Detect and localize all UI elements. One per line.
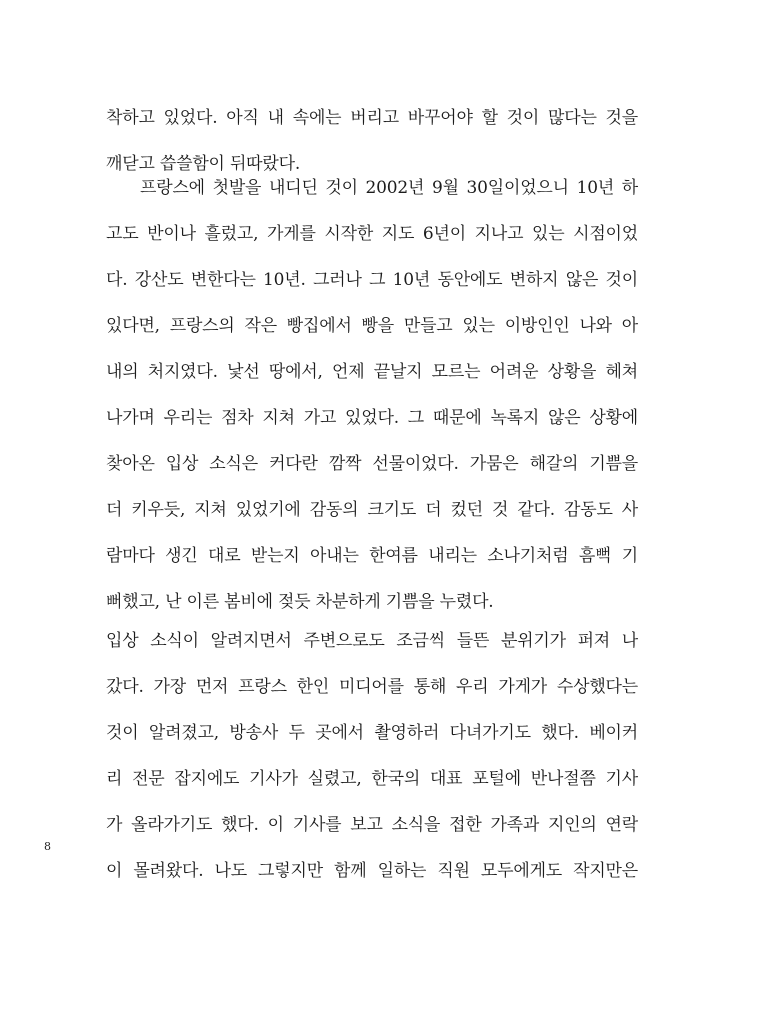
page-number: 8	[44, 840, 51, 853]
paragraph-3	[106, 618, 638, 894]
text-line: 갔다. 가장 먼저 프랑스 한인 미디어를 통해 우리 가게가 수상했다는	[106, 677, 638, 697]
text-line: 람마다 생긴 대로 받는지 아내는 한여름 내리는 소나기처럼 흠뻑 기	[106, 546, 638, 566]
text-line: 고도 반이나 흘렀고, 가게를 시작한 지도 6년이 지나고 있는 시점이었	[106, 224, 638, 244]
text-line: 다. 강산도 변한다는 10년. 그러나 그 10년 동안에도 변하지 않은 것이	[106, 270, 638, 290]
text-line: 이 몰려왔다. 나도 그렇지만 함께 일하는 직원 모두에게도 작지만은	[106, 861, 638, 881]
text-line: 착하고 있었다. 아직 내 속에는 버리고 바꾸어야 할 것이 많다는 것을	[106, 108, 638, 128]
text-line: 깨닫고 씁쓸함이 뒤따랐다.	[106, 154, 301, 174]
text-line: 가 올라가기도 했다. 이 기사를 보고 소식을 접한 가족과 지인의 연락	[106, 815, 638, 835]
text-line: 뻐했고, 난 이른 봄비에 젖듯 차분하게 기쁨을 누렸다.	[106, 592, 494, 612]
text-line: 리 전문 잡지에도 기사가 실렸고, 한국의 대표 포털에 반나절쯤 기사	[106, 769, 638, 789]
text-line: 나가며 우리는 점차 지쳐 가고 있었다. 그 때문에 녹록지 않은 상황에	[106, 408, 638, 428]
text-line: 것이 알려졌고, 방송사 두 곳에서 촬영하러 다녀가기도 했다. 베이커	[106, 723, 638, 743]
text-line: 입상 소식이 알려지면서 주변으로도 조금씩 들뜬 분위기가 퍼져 나	[106, 631, 638, 651]
text-line: 있다면, 프랑스의 작은 빵집에서 빵을 만들고 있는 이방인인 나와 아	[106, 316, 638, 336]
text-line: 프랑스에 첫발을 내디딘 것이 2002년 9월 30일이었으니 10년 하	[140, 178, 638, 198]
text-line: 찾아온 입상 소식은 커다란 깜짝 선물이었다. 가뭄은 해갈의 기쁨을	[106, 454, 638, 474]
text-line: 내의 처지였다. 낯선 땅에서, 언제 끝날지 모르는 어려운 상황을 헤쳐	[106, 362, 638, 382]
paragraph-2	[106, 165, 638, 625]
text-line: 더 키우듯, 지쳐 있었기에 감동의 크기도 더 컸던 것 같다. 감동도 사	[106, 500, 638, 520]
